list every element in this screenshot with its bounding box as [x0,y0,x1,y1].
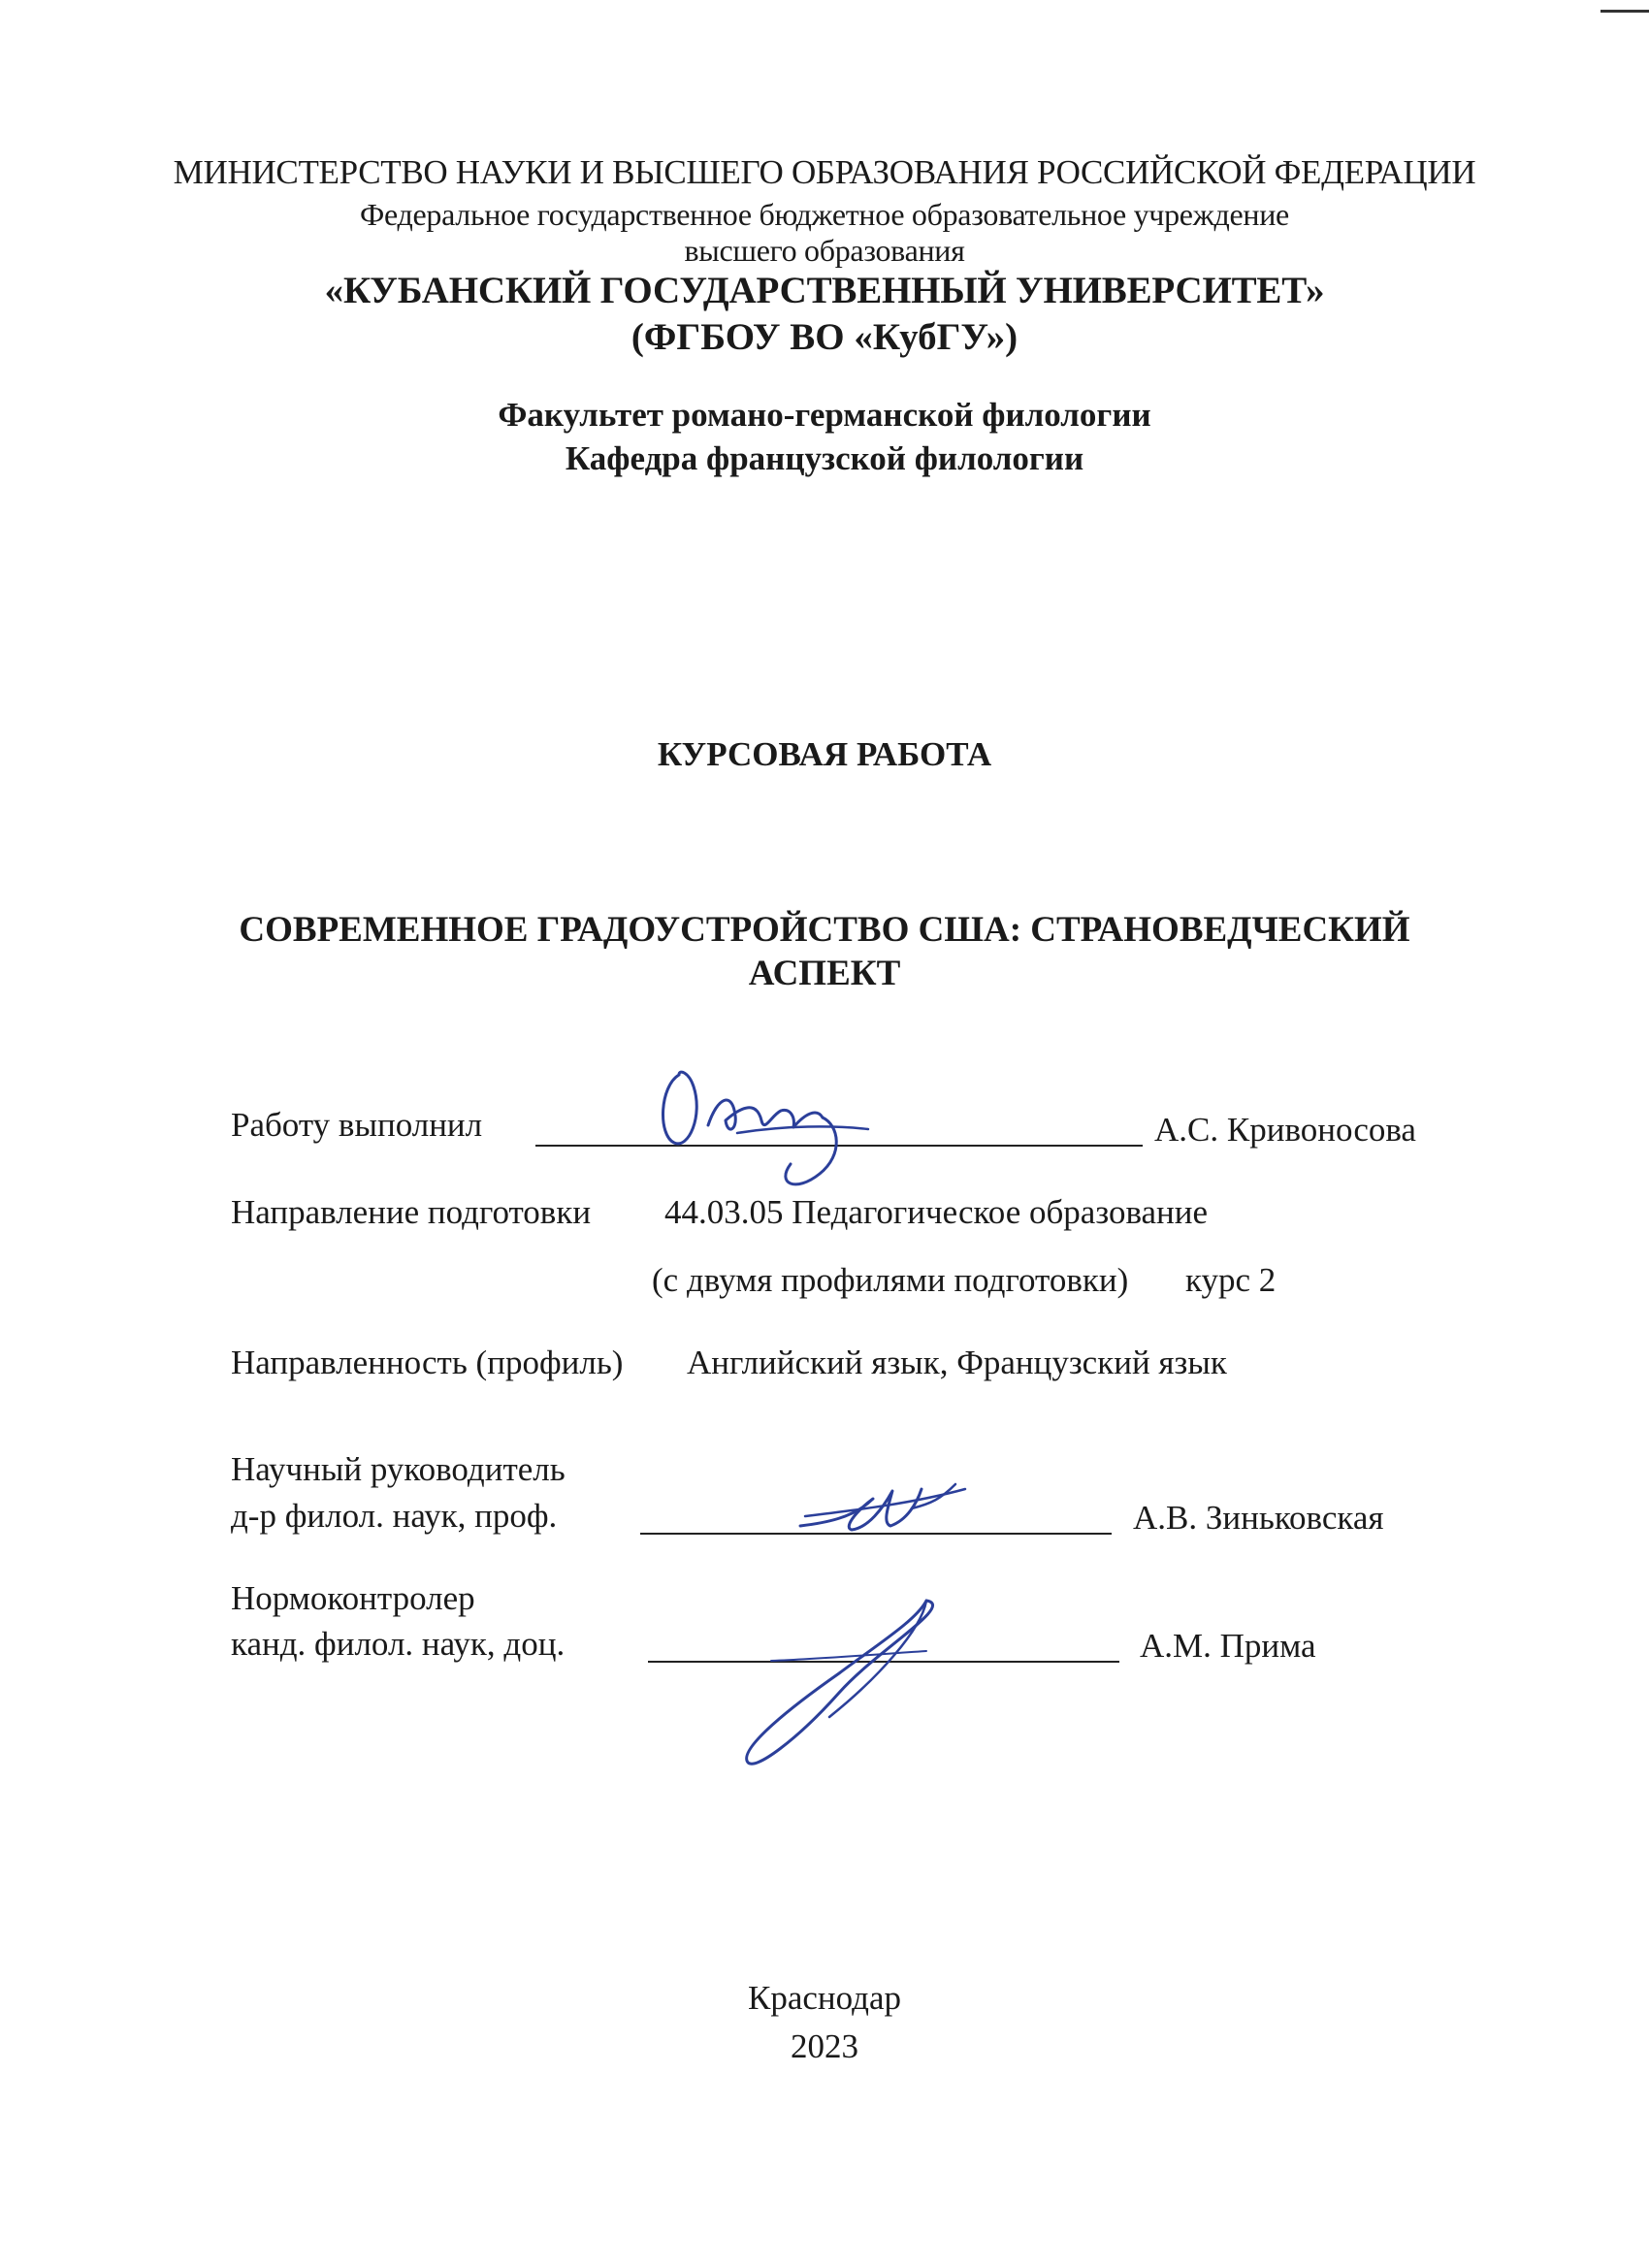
author-name: А.С. Кривоносова [1154,1111,1416,1149]
university-name: «КУБАНСКИЙ ГОСУДАРСТВЕННЫЙ УНИВЕРСИТЕТ» [324,270,1325,311]
normcontroller-name: А.М. Прима [1140,1627,1316,1665]
city: Краснодар [748,1979,901,2017]
profile-label: Направленность (профиль) [231,1344,624,1381]
supervisor-label-line1: Научный руководитель [231,1450,566,1488]
profile-value: Английский язык, Французский язык [687,1344,1227,1381]
direction-label: Направление подготовки [231,1193,592,1231]
department-name: Кафедра французской филологии [565,439,1084,477]
normcontroller-label-line1: Нормоконтролер [231,1579,475,1617]
institution-type-line2: высшего образования [684,233,965,268]
ministry-name: МИНИСТЕРСТВО НАУКИ И ВЫСШЕГО ОБРАЗОВАНИЯ РОССИЙСКОЙ ФЕДЕРАЦИИ [173,153,1476,191]
year: 2023 [791,2027,858,2065]
university-short-name: (ФГБОУ ВО «КубГУ») [630,316,1018,358]
work-topic-line2: АСПЕКТ [748,954,901,993]
author-label: Работу выполнил [231,1106,483,1144]
supervisor-label-line2: д-р филол. наук, проф. [231,1497,558,1535]
normcontroller-label-line2: канд. филол. наук, доц. [231,1625,566,1663]
institution-type-line1: Федеральное государственное бюджетное образовательное учреждение [360,197,1289,232]
work-type: КУРСОВАЯ РАБОТА [657,735,992,773]
faculty-name: Факультет романо-германской филологии [498,396,1151,434]
author-signature [650,1057,883,1203]
supervisor-signature [795,1470,980,1547]
direction-value-line2: (с двумя профилями подготовки) [652,1261,1129,1299]
supervisor-name: А.В. Зиньковская [1133,1499,1384,1537]
course: курс 2 [1185,1261,1277,1299]
normcontroller-signature [732,1591,965,1785]
direction-value-line1: 44.03.05 Педагогическое образование [664,1193,1209,1231]
work-topic-line1: СОВРЕМЕННОЕ ГРАДОУСТРОЙСТВО США: СТРАНОВЕДЧЕСКИЙ [239,910,1410,950]
scan-edge-mark [1600,10,1649,13]
